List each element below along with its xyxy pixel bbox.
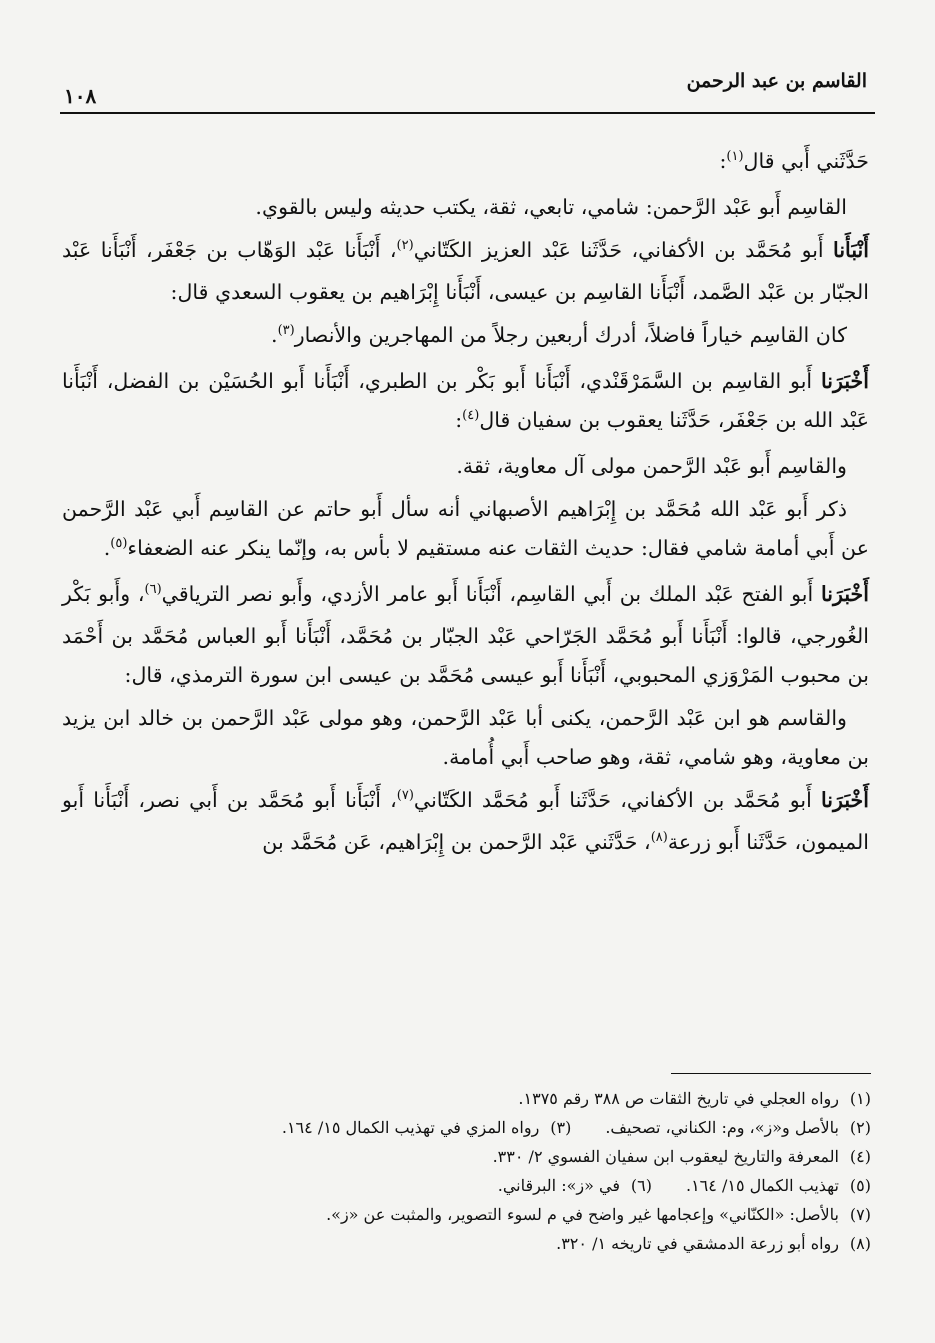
footnote-number: (٥) (849, 1176, 871, 1195)
paragraph (62, 231, 869, 312)
footnote (70, 1113, 871, 1142)
paragraph-text: . (103, 536, 111, 560)
footnote-number: (٧) (849, 1205, 871, 1224)
page-number: ١٠٨ (64, 84, 97, 108)
paragraph-text: والقاسم هو ابن عَبْد الرَّحمن، يكنى أبا عَبْد الرَّحمن، وهو مولى عَبْد الرَّحمن بن خالد ابن يزيد بن معاوية، وهو شامي، ثقة، وهو صاحب أَبي أُمامة. (62, 706, 869, 769)
paragraph (62, 316, 869, 358)
footnote-number: (٤) (849, 1147, 871, 1166)
footnote-text: تهذيب الكمال ١٥/ ١٦٤. (685, 1176, 839, 1195)
paragraph (62, 362, 869, 443)
footnote-number: (٦) (630, 1176, 652, 1195)
paragraph-text: أَبو مُحَمَّد بن الأكفاني، حَدَّثَنا عَبْد العزيز الكَتّاني (413, 238, 834, 262)
page-header (60, 62, 875, 114)
footnote (70, 1084, 871, 1113)
running-title: القاسم بن عبد الرحمن (686, 70, 867, 92)
paragraph-text: ، وأَبو بَكْر الغُورجي، قالوا: أَنْبَأَنا أَبو مُحَمَّد الجَرّاحي عَبْد الجبّار بن مُحَمَّد، أَنْبَأَنا أَبو العباس مُحَمَّد بن أَحْمَد بن محبوب المَرْوَزي المحبوبي، أَنْبَأَنا أَبو عيسى مُحَمَّد بن عيسى ابن سورة الترمذي، قال: (62, 582, 869, 687)
footnote (70, 1229, 871, 1258)
paragraph (62, 447, 869, 486)
paragraph-text: . (271, 323, 278, 347)
footnote-separator (671, 1073, 871, 1074)
paragraph-text: حَدَّثَني أَبي قال (743, 149, 869, 173)
footnote-reference: (٨) (650, 830, 668, 845)
paragraph (62, 142, 869, 184)
footnote (70, 1200, 871, 1229)
footnote-text: في «ز»: البرقاني. (497, 1176, 620, 1195)
footnote-reference: (٦) (144, 582, 162, 597)
footnote-reference: (٣) (277, 323, 295, 338)
paragraph-text: كان القاسِم خياراً فاضلاً، أدرك أربعين رجلاً من المهاجرين والأنصار (294, 323, 847, 347)
paragraph-text: أَبو القاسِم بن السَّمَرْقَنْدي، أَنْبَأَنا أَبو بَكْر بن الطبري، أَنْبَأَنا أَبو الحُسَيْن بن الفضل، أَنْبَأَنا عَبْد الله بن جَعْفَر، حَدَّثَنا يعقوب بن سفيان قال (62, 369, 869, 432)
paragraph (62, 781, 869, 865)
footnote-reference: (٥) (110, 536, 128, 551)
footnote (70, 1171, 871, 1200)
paragraph-text: : (719, 149, 727, 173)
footnote-number: (٣) (550, 1118, 572, 1137)
paragraph (62, 575, 869, 695)
paragraph (62, 490, 869, 571)
paragraph-text: ، أَنْبَأَنا عَبْد الوَهّاب بن جَعْفَر، أَنْبَأَنا عَبْد الجبّار بن عَبْد الصَّمد، أَنْبَأَنا القاسِم بن عيسى، أَنْبَأَنا إِبْرَاهيم بن يعقوب السعدي قال: (62, 238, 869, 304)
footnote-text: بالأصل و«ز»، وم: الكناني، تصحيف. (605, 1118, 839, 1137)
isnad-keyword: أَخْبَرَنا (820, 369, 869, 393)
isnad-keyword: أَخْبَرَنا (820, 582, 869, 606)
main-text (62, 142, 869, 869)
footnote-reference: (٢) (396, 238, 414, 253)
footnote-text: رواه أبو زرعة الدمشقي في تاريخه ١/ ٣٢٠. (556, 1234, 839, 1253)
footnote-reference: (٧) (396, 788, 414, 803)
footnote-text: المعرفة والتاريخ ليعقوب ابن سفيان الفسوي ٢/ ٣٣٠. (492, 1147, 839, 1166)
paragraph (62, 699, 869, 777)
isnad-keyword: أَنْبَأَنا (833, 238, 869, 262)
footnote-reference: (١) (726, 149, 744, 164)
paragraph-text: ذكر أَبو عَبْد الله مُحَمَّد بن إِبْرَاهيم الأصبهاني أنه سأل أَبو حاتم عن القاسِم أَبي عَبْد الرَّحمن عن أَبي أمامة شامي فقال: حديث الثقات عنه مستقيم لا بأس به، وإنّما ينكر عنه الضعفاء (62, 497, 869, 560)
footnote-reference: (٤) (462, 408, 480, 423)
footnotes (70, 1084, 871, 1258)
footnote (70, 1142, 871, 1171)
footnote-number: (٢) (849, 1118, 871, 1137)
paragraph-text: والقاسِم أَبو عَبْد الرَّحمن مولى آل معاوية، ثقة. (456, 454, 847, 478)
paragraph-text: أَبو مُحَمَّد بن الأكفاني، حَدَّثَنا أَبو مُحَمَّد الكَتّاني (413, 788, 821, 812)
header-rule (60, 112, 875, 114)
paragraph-text: : (455, 408, 463, 432)
paragraph-text: أَبو الفتح عَبْد الملك بن أَبي القاسِم، أَنْبَأَنا أَبو عامر الأزدي، وأَبو نصر الترياقي (161, 582, 821, 606)
footnote-text: بالأصل: «الكنّاني» وإعجامها غير واضح في م لسوء التصوير، والمثبت عن «ز». (326, 1205, 839, 1224)
footnote-text: رواه المزي في تهذيب الكمال ١٥/ ١٦٤. (281, 1118, 540, 1137)
paragraph (62, 188, 869, 227)
footnote-number: (٨) (849, 1234, 871, 1253)
footnote-text: رواه العجلي في تاريخ الثقات ص ٣٨٨ رقم ١٣٧٥. (518, 1089, 839, 1108)
paragraph-text: ، أَنْبَأَنا أَبو مُحَمَّد بن أَبي نصر، أَنْبَأَنا أَبو الميمون، حَدَّثَنا أَبو زرعة (62, 788, 869, 854)
isnad-keyword: أَخْبَرَنا (820, 788, 870, 812)
paragraph-text: القاسِم أَبو عَبْد الرَّحمن: شامي، تابعي، ثقة، يكتب حديثه وليس بالقوي. (255, 195, 847, 219)
paragraph-text: ، حَدَّثَني عَبْد الرَّحمن بن إِبْرَاهيم، عَن مُحَمَّد بن (262, 830, 651, 854)
footnote-number: (١) (849, 1089, 871, 1108)
